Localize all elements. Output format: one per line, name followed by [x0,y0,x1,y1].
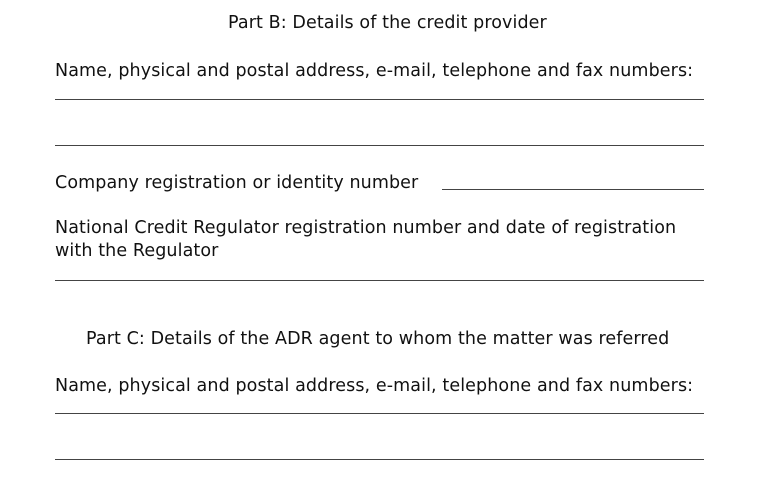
part-b-contact-label: Name, physical and postal address, e-mail, telephone and fax numbers: [55,61,694,81]
part-b-contact-line-2[interactable] [55,145,704,146]
part-b-contact-line-1[interactable] [55,99,704,100]
part-b-ncr-line[interactable] [55,280,704,281]
part-c-contact-label: Name, physical and postal address, e-mail, telephone and fax numbers: [55,376,694,396]
part-b-heading: Part B: Details of the credit provider [228,13,547,33]
part-b-ncr-label-line2: with the Regulator [55,241,219,261]
part-c-contact-line-1[interactable] [55,413,704,414]
part-b-company-line[interactable] [442,189,704,190]
part-b-ncr-label-line1: National Credit Regulator registration number and date of registration [55,218,677,238]
part-b-company-label: Company registration or identity number [55,173,419,193]
part-c-heading: Part C: Details of the ADR agent to whom the matter was referred [86,329,670,349]
part-c-contact-line-2[interactable] [55,459,704,460]
